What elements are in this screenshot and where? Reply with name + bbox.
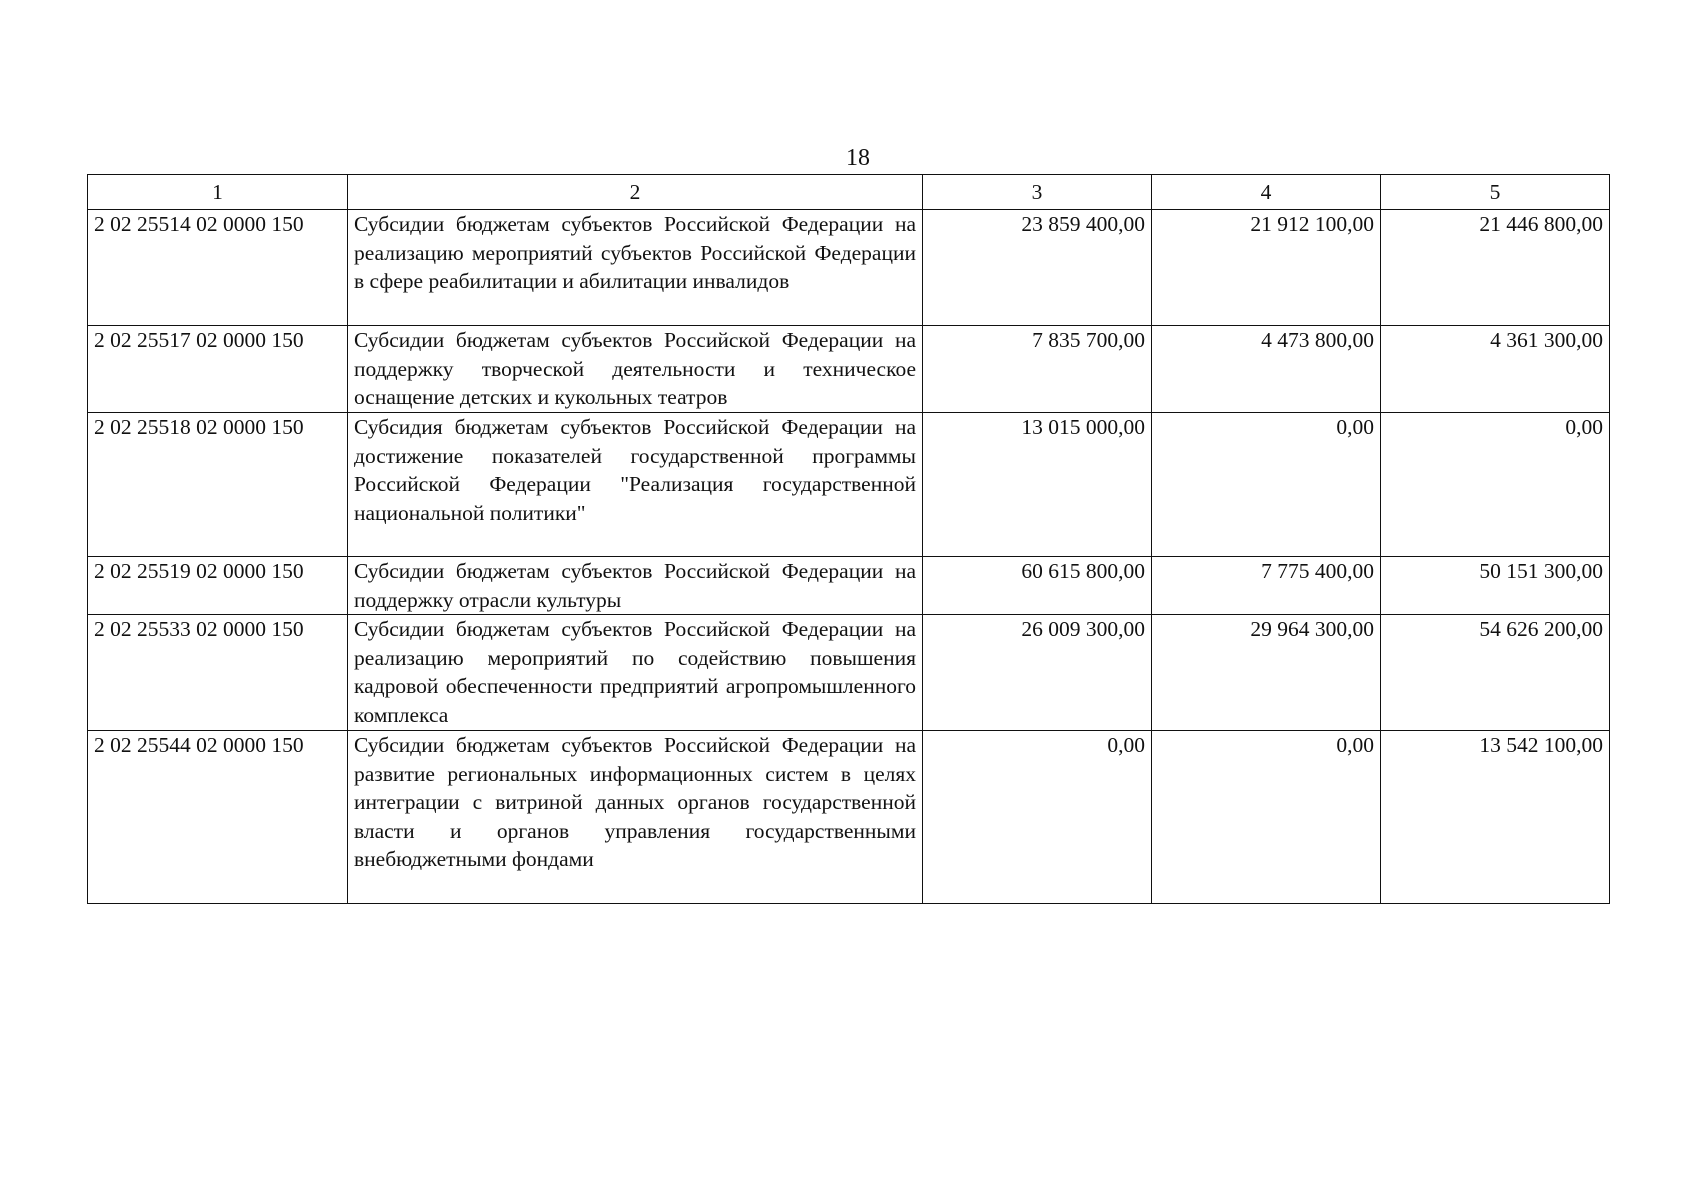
header-col-2: 2: [348, 175, 923, 210]
table-row: [88, 557, 1610, 615]
amount-col3-cell: 7 835 700,00: [923, 326, 1152, 413]
amount-col4-cell: 4 473 800,00: [1152, 326, 1381, 413]
table-row: [88, 210, 1610, 326]
budget-code-cell: 2 02 25533 02 0000 150: [88, 615, 348, 731]
budget-code-cell: 2 02 25519 02 0000 150: [88, 557, 348, 615]
header-col-1: 1: [88, 175, 348, 210]
header-col-4: 4: [1152, 175, 1381, 210]
table-row: [88, 413, 1610, 557]
budget-code-cell: 2 02 25544 02 0000 150: [88, 731, 348, 904]
amount-col5-cell: 50 151 300,00: [1381, 557, 1610, 615]
description-cell: Субсидия бюджетам субъектов Российской Федерации на достижение показателей государственной программы Российской Федерации "Реализация государственной национальной политики": [348, 413, 923, 557]
amount-col3-cell: 26 009 300,00: [923, 615, 1152, 731]
description-cell: Субсидии бюджетам субъектов Российской Федерации на поддержку творческой деятельности и техническое оснащение детских и кукольных театров: [348, 326, 923, 413]
amount-col4-cell: 29 964 300,00: [1152, 615, 1381, 731]
amount-col4-cell: 7 775 400,00: [1152, 557, 1381, 615]
page-number: 18: [846, 145, 870, 171]
budget-code-cell: 2 02 25517 02 0000 150: [88, 326, 348, 413]
description-cell: Субсидии бюджетам субъектов Российской Федерации на реализацию мероприятий субъектов Российской Федерации в сфере реабилитации и абилитации инвалидов: [348, 210, 923, 326]
budget-table: [87, 174, 1610, 904]
budget-code-cell: 2 02 25514 02 0000 150: [88, 210, 348, 326]
header-col-5: 5: [1381, 175, 1610, 210]
description-cell: Субсидии бюджетам субъектов Российской Федерации на реализацию мероприятий по содействию повышения кадровой обеспеченности предприятий агропромышленного комплекса: [348, 615, 923, 731]
amount-col5-cell: 21 446 800,00: [1381, 210, 1610, 326]
amount-col4-cell: 0,00: [1152, 413, 1381, 557]
amount-col5-cell: 13 542 100,00: [1381, 731, 1610, 904]
amount-col4-cell: 0,00: [1152, 731, 1381, 904]
header-col-3: 3: [923, 175, 1152, 210]
amount-col5-cell: 54 626 200,00: [1381, 615, 1610, 731]
amount-col3-cell: 60 615 800,00: [923, 557, 1152, 615]
amount-col4-cell: 21 912 100,00: [1152, 210, 1381, 326]
amount-col5-cell: 0,00: [1381, 413, 1610, 557]
table-row: [88, 326, 1610, 413]
amount-col3-cell: 23 859 400,00: [923, 210, 1152, 326]
table-row: [88, 731, 1610, 904]
amount-col3-cell: 0,00: [923, 731, 1152, 904]
amount-col5-cell: 4 361 300,00: [1381, 326, 1610, 413]
description-cell: Субсидии бюджетам субъектов Российской Федерации на поддержку отрасли культуры: [348, 557, 923, 615]
header-row: [88, 175, 1610, 210]
amount-col3-cell: 13 015 000,00: [923, 413, 1152, 557]
description-cell: Субсидии бюджетам субъектов Российской Федерации на развитие региональных информационных систем в целях интеграции с витриной данных органов государственной власти и органов управления государственными внебюджетными фондами: [348, 731, 923, 904]
table-row: [88, 615, 1610, 731]
budget-code-cell: 2 02 25518 02 0000 150: [88, 413, 348, 557]
